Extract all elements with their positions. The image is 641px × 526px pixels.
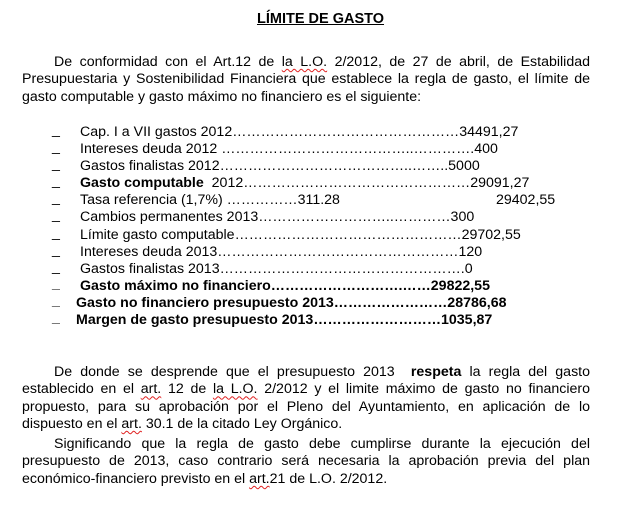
list-item	[22, 124, 622, 141]
conclusion-text: 2/2012 y el limite máximo de gasto no financiero propuesto, para su aprobación por el Pleno del Ayuntamiento, en aplicación de lo dispuesto en el	[22, 381, 591, 433]
list-item	[22, 292, 622, 312]
list-bullet: _	[52, 310, 60, 327]
article-ref: art.	[140, 381, 162, 398]
respeta-emphasis: respeta	[410, 364, 462, 380]
item-text: Intereses deuda 2013……………………………………………120	[80, 243, 483, 260]
item-text	[80, 175, 529, 192]
list-bullet: _	[52, 207, 60, 224]
item-text: Gastos finalistas 2013…………………………………………….0	[80, 260, 473, 277]
list-item	[22, 312, 622, 329]
conclusion-text: De donde se desprende que el presupuesto 2013	[54, 364, 411, 380]
list-item	[22, 275, 622, 295]
conclusion-paragraph	[22, 364, 590, 434]
intro-text-start: De conformidad con el Art.12 de	[54, 54, 282, 70]
list-item	[22, 258, 622, 278]
article-ref: art.	[249, 470, 270, 487]
list-bullet: _	[52, 292, 60, 309]
conclusion-text: 12 de	[161, 381, 213, 398]
conclusion-text: 30.1 de la citado Ley Orgánico.	[141, 416, 343, 433]
list-bullet: _	[52, 156, 60, 173]
document-title: LÍMITE DE GASTO	[256, 11, 385, 27]
item-text: Margen de gasto presupuesto 2013………………………1035,87	[76, 312, 493, 329]
law-ref: la L.O.	[212, 381, 258, 398]
intro-text-end: 2/2012, de 27 de abril, de Estabilidad Presupuestaria y Sostenibilidad Financiera que establece la regla de gasto, el límite de gasto computable y gasto máximo no financiero es el siguiente:	[22, 54, 590, 105]
intro-paragraph	[22, 54, 590, 106]
item-text: Gastos finalistas 2012…………………………………..……..5000	[80, 158, 480, 175]
list-item	[22, 241, 622, 261]
list-item	[22, 141, 622, 158]
list-item	[22, 192, 622, 209]
item-suffix: 2012…………………………………………29091,27	[203, 175, 530, 192]
list-bullet: _	[52, 190, 60, 207]
list-bullet: _	[52, 224, 60, 241]
closing-text: 21 de L.O. 2/2012.	[269, 470, 388, 487]
list-bullet: _	[52, 122, 60, 138]
item-text: Cap. I a VII gastos 2012…………………………………………34491,27	[80, 124, 519, 140]
item-text: Gasto máximo no financiero……………………….……29822,55	[80, 277, 490, 294]
article-ref: art.	[121, 416, 142, 433]
item-text: Tasa referencia (1,7%) ……………311.28	[80, 192, 340, 209]
closing-text: Significando que la regla de gasto debe cumplirse durante la ejecución del presupuesto de 2013, caso contrario será necesaria la aprobación previa del plan económico-financiero previsto en el	[22, 436, 590, 487]
list-bullet: _	[52, 139, 60, 156]
intro-law-ref: la L.O.	[281, 54, 328, 70]
item-label-bold: Gasto computable	[80, 175, 204, 192]
conclusion-text: la regla del gasto establecido en el	[22, 364, 591, 398]
list-bullet: _	[52, 275, 60, 292]
item-text: Cambios permanentes 2013………………………..…………300	[80, 209, 475, 226]
budget-item-list	[22, 124, 622, 329]
list-item	[22, 175, 622, 192]
item-text: Intereses deuda 2012 …………………………………..………….400	[80, 141, 498, 158]
list-item	[22, 224, 622, 244]
list-item	[22, 209, 622, 226]
list-bullet: _	[52, 258, 60, 275]
list-item	[22, 158, 622, 175]
item-text: Gasto no financiero presupuesto 2013……………………28786,68	[76, 294, 507, 311]
closing-paragraph	[22, 436, 590, 488]
item-right-value: 29402,55	[496, 192, 556, 209]
list-bullet: _	[52, 173, 60, 190]
item-text: Límite gasto computable…………………………………………29702,55	[80, 226, 521, 243]
list-bullet: _	[52, 241, 60, 258]
